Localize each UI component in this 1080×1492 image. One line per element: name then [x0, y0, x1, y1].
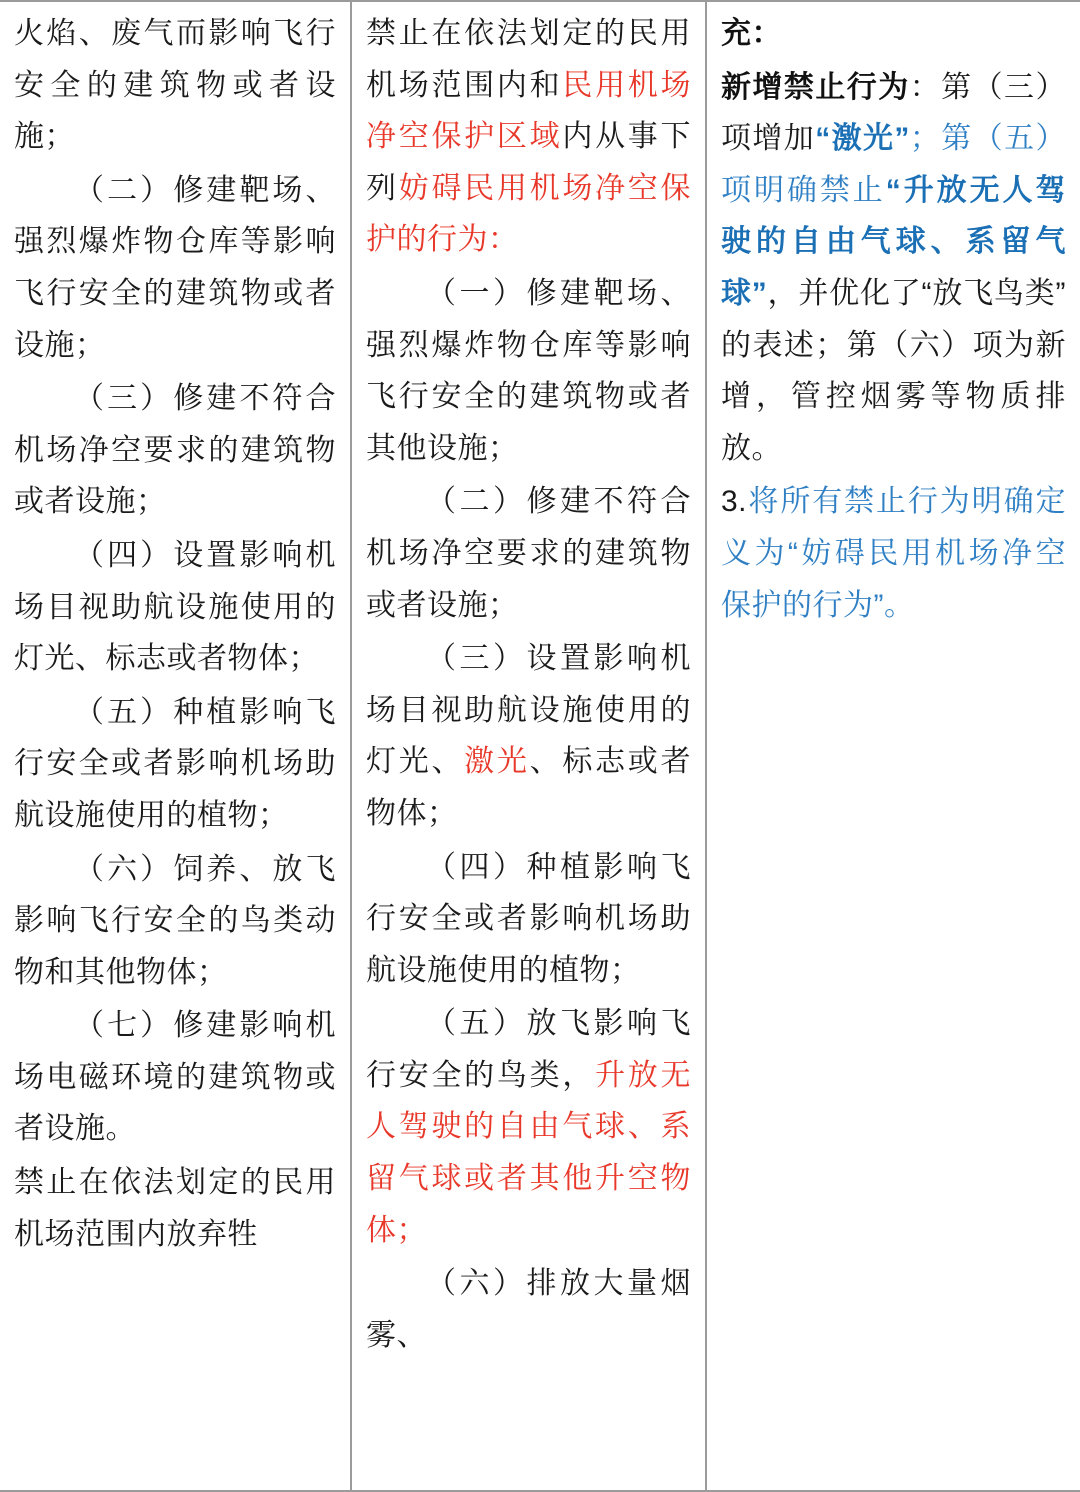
- paragraph: [721, 62, 1066, 475]
- paragraph: [366, 476, 691, 631]
- text-run: （五）放飞影响飞行安全的鸟类，: [366, 1007, 691, 1092]
- paragraph: [366, 998, 691, 1256]
- text-run: （二）修建不符合机场净空要求的建筑物或者设施；: [366, 485, 691, 622]
- paragraph: [14, 687, 336, 842]
- text-run: （三）设置影响机场目视助航设施使用的灯光、: [366, 642, 691, 779]
- text-run: ，并优化了“放飞鸟类”的表述；第（六）项为新增，管控烟雾等物质排放。: [721, 276, 1066, 465]
- paragraph: [366, 633, 691, 839]
- text-run: （七）修建影响机场电磁环境的建筑物或者设施。: [14, 1009, 336, 1146]
- text-run: （四）设置影响机场目视助航设施使用的灯光、标志或者物体；: [14, 538, 336, 676]
- paragraph: [14, 8, 336, 163]
- text-run: ：第（三）项增加: [721, 70, 1067, 156]
- revised-regulation-column: [352, 2, 707, 1490]
- text-run: 妨碍民用机场净空保护的行为：: [366, 171, 692, 257]
- text-run: 激光: [464, 745, 530, 779]
- text-run: “激光”: [815, 122, 910, 156]
- text-run: （三）修建不符合机场净空要求的建筑物或者设施；: [14, 382, 336, 519]
- text-run: 新增禁止行为: [721, 70, 910, 104]
- original-regulation-column: [0, 2, 352, 1490]
- paragraph: [366, 268, 691, 474]
- paragraph: [14, 1000, 336, 1155]
- text-run: （六）排放大量烟雾、: [366, 1267, 691, 1352]
- text-run: 3.: [721, 485, 748, 519]
- paragraph: [366, 1258, 691, 1361]
- paragraph: [14, 165, 336, 371]
- text-run: ；第（五）项明确禁止: [721, 122, 1067, 207]
- text-run: （一）修建靶场、强烈爆炸物仓库等影响飞行安全的建筑物或者其他设施；: [366, 276, 691, 465]
- amendment-notes-column: [707, 2, 1080, 1490]
- text-run: （四）种植影响飞行安全或者影响机场助航设施使用的植物；: [366, 850, 691, 987]
- text-run: 火焰、废气而影响飞行安全的建筑物或者设施；: [14, 17, 336, 154]
- text-run: 升放无人驾驶的自由气球、系留气球或者其他升空物体；: [366, 1058, 692, 1247]
- text-run: “升放无人驾驶的自由气球、系留气球”: [721, 173, 1066, 310]
- paragraph: [366, 8, 691, 266]
- text-run: 内从事下列: [366, 120, 692, 205]
- text-run: （五）种植影响飞行安全或者影响机场助航设施使用的植物；: [14, 695, 336, 832]
- paragraph: [366, 842, 691, 997]
- paragraph: [14, 1157, 336, 1260]
- text-run: 、标志或者物体；: [366, 745, 692, 830]
- text-run: （二）修建靶场、强烈爆炸物仓库等影响飞行安全的建筑物或者设施；: [14, 173, 336, 362]
- paragraph: [14, 530, 336, 685]
- paragraph: [721, 8, 1066, 60]
- text-run: 民用机场净空保护区域: [366, 68, 692, 154]
- text-run: 将所有禁止行为明确定义为“妨碍民用机场净空保护的行为”。: [721, 485, 1066, 622]
- text-run: 禁止在依法划定的民用机场范围内放弃牲: [14, 1166, 336, 1251]
- paragraph: [721, 476, 1066, 631]
- text-run: 禁止在依法划定的民用机场范围内和: [366, 17, 691, 102]
- text-run: （六）饲养、放飞影响飞行安全的鸟类动物和其他物体；: [14, 852, 336, 989]
- paragraph: [14, 844, 336, 999]
- text-run: 充：: [721, 17, 782, 50]
- paragraph: [14, 373, 336, 528]
